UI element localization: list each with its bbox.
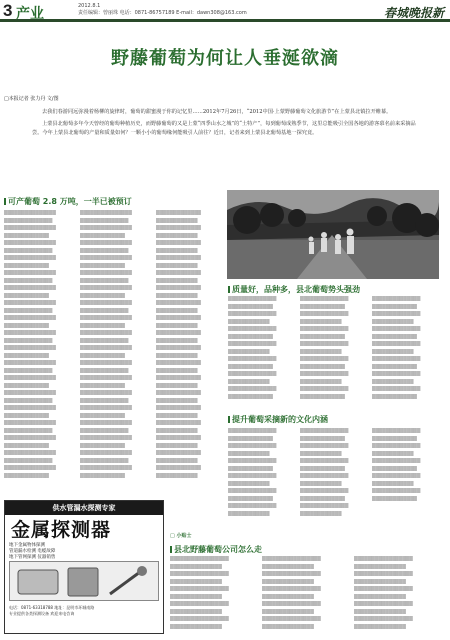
subheading-quality: 质量好，品种多，县北葡萄势头强劲 bbox=[228, 284, 360, 295]
paper-logo: 春城晚报新 bbox=[383, 6, 444, 20]
header-meta bbox=[78, 3, 247, 17]
vineyard-photo bbox=[227, 190, 439, 279]
ad-title: 金属探测器 bbox=[11, 519, 112, 541]
text-filler: ▒▒▒▒▒▒▒▒▒▒▒▒▒▒ ▒▒▒▒▒▒▒▒▒▒▒▒▒ ▒▒▒▒▒▒▒▒▒▒▒▒▒▒ ▒▒▒▒▒▒▒▒▒▒▒▒ ▒▒▒▒▒▒▒▒▒▒▒▒▒▒ ▒▒▒▒▒▒▒▒▒▒▒▒▒ ▒▒▒▒▒▒▒▒▒▒▒▒▒▒ ▒▒▒▒▒▒▒▒▒▒▒▒ ▒▒▒▒▒▒▒▒▒▒▒▒▒▒ ▒▒▒▒▒▒▒▒▒▒▒▒▒ ▒▒▒▒▒▒▒▒▒▒▒▒▒▒ ▒▒▒▒▒▒▒▒▒▒▒▒ ▒▒▒▒▒▒▒▒▒▒▒▒▒▒ ▒▒▒▒▒▒▒▒▒▒▒▒▒ bbox=[228, 297, 277, 400]
text-filler: ▒▒▒▒▒▒▒▒▒▒▒▒▒▒ ▒▒▒▒▒▒▒▒▒▒▒▒▒ ▒▒▒▒▒▒▒▒▒▒▒▒▒▒ ▒▒▒▒▒▒▒▒▒▒▒▒ ▒▒▒▒▒▒▒▒▒▒▒▒▒▒ ▒▒▒▒▒▒▒▒▒▒▒▒▒ ▒▒▒▒▒▒▒▒▒▒▒▒▒▒ ▒▒▒▒▒▒▒▒▒▒▒▒ ▒▒▒▒▒▒▒▒▒▒▒▒▒▒ ▒▒▒▒▒▒▒▒▒▒▒▒▒ ▒▒▒▒▒▒▒▒▒▒▒▒▒▒ ▒▒▒▒▒▒▒▒▒▒▒▒ bbox=[228, 429, 277, 517]
issue-date: 2012.8.1 bbox=[78, 3, 101, 9]
text-filler: ▒▒▒▒▒▒▒▒▒▒▒▒▒▒▒▒▒ ▒▒▒▒▒▒▒▒▒▒▒▒▒▒▒ ▒▒▒▒▒▒▒▒▒▒▒▒▒▒▒▒▒ ▒▒▒▒▒▒▒▒▒▒▒▒▒▒▒ ▒▒▒▒▒▒▒▒▒▒▒▒▒▒▒▒▒ ▒▒▒▒▒▒▒▒▒▒▒▒▒▒▒ ▒▒▒▒▒▒▒▒▒▒▒▒▒▒▒▒▒ ▒▒▒▒▒▒▒▒▒▒▒▒▒▒▒ ▒▒▒▒▒▒▒▒▒▒▒▒▒▒▒▒▒ ▒▒▒▒▒▒▒▒▒▒▒▒▒▒▒ bbox=[354, 557, 413, 630]
ad-line: 地下金属物体探测 bbox=[9, 543, 45, 548]
text-filler: ▒▒▒▒▒▒▒▒▒▒▒▒▒▒▒▒▒ ▒▒▒▒▒▒▒▒▒▒▒▒▒▒▒ ▒▒▒▒▒▒▒▒▒▒▒▒▒▒▒▒▒ ▒▒▒▒▒▒▒▒▒▒▒▒▒▒▒ ▒▒▒▒▒▒▒▒▒▒▒▒▒▒▒▒▒ ▒▒▒▒▒▒▒▒▒▒▒▒▒▒▒ ▒▒▒▒▒▒▒▒▒▒▒▒▒▒▒▒▒ ▒▒▒▒▒▒▒▒▒▒▒▒▒▒▒ ▒▒▒▒▒▒▒▒▒▒▒▒▒▒▒▒▒ ▒▒▒▒▒▒▒▒▒▒▒▒▒▒▒ bbox=[262, 557, 321, 630]
ad-banner: 供水管漏水探测专家 bbox=[5, 501, 163, 515]
body-column bbox=[156, 210, 222, 496]
text-filler: ▒▒▒▒▒▒▒▒▒▒▒▒▒▒▒ ▒▒▒▒▒▒▒▒▒▒▒▒▒▒ ▒▒▒▒▒▒▒▒▒▒▒▒▒▒▒ ▒▒▒▒▒▒▒▒▒▒▒▒▒ ▒▒▒▒▒▒▒▒▒▒▒▒▒▒▒ ▒▒▒▒▒▒▒▒▒▒▒▒▒▒ ▒▒▒▒▒▒▒▒▒▒▒▒▒▒▒ ▒▒▒▒▒▒▒▒▒▒▒▒▒ ▒▒▒▒▒▒▒▒▒▒▒▒▒▒▒ ▒▒▒▒▒▒▒▒▒▒▒▒▒▒ ▒▒▒▒▒▒▒▒▒▒▒▒▒▒▒ ▒▒▒▒▒▒▒▒▒▒▒▒▒ ▒▒▒▒▒▒▒▒▒▒▒▒▒▒▒ ▒▒▒▒▒▒▒▒▒▒▒▒▒▒ ▒▒▒▒▒▒▒▒▒▒▒▒▒▒▒ ▒▒▒▒▒▒▒▒▒▒▒▒▒ ▒▒▒▒▒▒▒▒▒▒▒▒▒▒▒ ▒▒▒▒▒▒▒▒▒▒▒▒▒▒ ▒▒▒▒▒▒▒▒▒▒▒▒▒▒▒ ▒▒▒▒▒▒▒▒▒▒▒▒▒ ▒▒▒▒▒▒▒▒▒▒▒▒▒▒▒ ▒▒▒▒▒▒▒▒▒▒▒▒▒▒ ▒▒▒▒▒▒▒▒▒▒▒▒▒▒▒ ▒▒▒▒▒▒▒▒▒▒▒▒▒ ▒▒▒▒▒▒▒▒▒▒▒▒▒▒▒ ▒▒▒▒▒▒▒▒▒▒▒▒▒▒ ▒▒▒▒▒▒▒▒▒▒▒▒▒▒▒ ▒▒▒▒▒▒▒▒▒▒▒▒▒ ▒▒▒▒▒▒▒▒▒▒▒▒▒▒▒ ▒▒▒▒▒▒▒▒▒▒▒▒▒▒ ▒▒▒▒▒▒▒▒▒▒▒▒▒▒▒ ▒▒▒▒▒▒▒▒▒▒▒▒▒ ▒▒▒▒▒▒▒▒▒▒▒▒▒▒▒ ▒▒▒▒▒▒▒▒▒▒▒▒▒▒ ▒▒▒▒▒▒▒▒▒▒▒▒▒▒▒ ▒▒▒▒▒▒▒▒▒▒▒▒▒ bbox=[4, 211, 56, 479]
body-column bbox=[354, 556, 442, 636]
lead-paragraph: 上蒙县北葡萄多年今天曾经的葡萄种植历史，而野藤葡萄的又是上蒙“四季山水之城”的“土特产”，每到葡萄成熟季节，这里总能吸引全国各地的游客慕名前来采摘品尝。今年上蒙县北葡萄的产量和质量如何？一颗小小的葡萄缘何能吸引人前往？近日，记者来到上蒙县北葡萄基地一探究竟。 bbox=[32, 120, 416, 136]
subheading-yield: 可产葡萄 2.8 万吨，一半已被预订 bbox=[4, 196, 132, 207]
body-column bbox=[262, 556, 348, 636]
detector-icon bbox=[10, 562, 160, 602]
ad-note: 专业提供各类探测设备 欢迎来电咨询 bbox=[9, 611, 75, 616]
body-column bbox=[228, 428, 296, 524]
section-title: 产业 bbox=[16, 5, 44, 21]
text-filler: ▒▒▒▒▒▒▒▒▒▒▒▒▒▒ ▒▒▒▒▒▒▒▒▒▒▒▒▒ ▒▒▒▒▒▒▒▒▒▒▒▒▒▒ ▒▒▒▒▒▒▒▒▒▒▒▒ ▒▒▒▒▒▒▒▒▒▒▒▒▒▒ ▒▒▒▒▒▒▒▒▒▒▒▒▒ ▒▒▒▒▒▒▒▒▒▒▒▒▒▒ ▒▒▒▒▒▒▒▒▒▒▒▒ ▒▒▒▒▒▒▒▒▒▒▒▒▒▒ ▒▒▒▒▒▒▒▒▒▒▒▒▒ ▒▒▒▒▒▒▒▒▒▒▒▒▒▒ ▒▒▒▒▒▒▒▒▒▒▒▒ ▒▒▒▒▒▒▒▒▒▒▒▒▒▒ ▒▒▒▒▒▒▒▒▒▒▒▒▒ bbox=[372, 297, 421, 400]
ad-line: 管道漏水检测 电缆故障 bbox=[9, 549, 56, 554]
ad-line: 地下管网探测 仪器销售 bbox=[9, 555, 56, 560]
page-number: 3 bbox=[3, 1, 13, 20]
body-column bbox=[300, 296, 368, 406]
text-filler: ▒▒▒▒▒▒▒▒▒▒▒▒▒▒▒▒▒ ▒▒▒▒▒▒▒▒▒▒▒▒▒▒▒ ▒▒▒▒▒▒▒▒▒▒▒▒▒▒▒▒▒ ▒▒▒▒▒▒▒▒▒▒▒▒▒▒▒ ▒▒▒▒▒▒▒▒▒▒▒▒▒▒▒▒▒ ▒▒▒▒▒▒▒▒▒▒▒▒▒▒▒ ▒▒▒▒▒▒▒▒▒▒▒▒▒▒▒▒▒ ▒▒▒▒▒▒▒▒▒▒▒▒▒▒▒ ▒▒▒▒▒▒▒▒▒▒▒▒▒▒▒▒▒ ▒▒▒▒▒▒▒▒▒▒▒▒▒▒▒ bbox=[170, 557, 229, 630]
lead-paragraph: 去我们春游同远弥漫着杨柳的旋律时，葡萄的甜蜜漫于你的记忆里……2012年7月26日，“2012中国·上蒙野藤葡萄文化旅游节”在上蒙县北镇拉开帷幕。 bbox=[42, 109, 392, 115]
vineyard-photo-image bbox=[227, 190, 439, 279]
text-filler: ▒▒▒▒▒▒▒▒▒▒▒▒▒▒▒ ▒▒▒▒▒▒▒▒▒▒▒▒▒▒ ▒▒▒▒▒▒▒▒▒▒▒▒▒▒▒ ▒▒▒▒▒▒▒▒▒▒▒▒▒ ▒▒▒▒▒▒▒▒▒▒▒▒▒▒▒ ▒▒▒▒▒▒▒▒▒▒▒▒▒▒ ▒▒▒▒▒▒▒▒▒▒▒▒▒▒▒ ▒▒▒▒▒▒▒▒▒▒▒▒▒ ▒▒▒▒▒▒▒▒▒▒▒▒▒▒▒ ▒▒▒▒▒▒▒▒▒▒▒▒▒▒ ▒▒▒▒▒▒▒▒▒▒▒▒▒▒▒ ▒▒▒▒▒▒▒▒▒▒▒▒▒ ▒▒▒▒▒▒▒▒▒▒▒▒▒▒▒ ▒▒▒▒▒▒▒▒▒▒▒▒▒▒ ▒▒▒▒▒▒▒▒▒▒▒▒▒▒▒ ▒▒▒▒▒▒▒▒▒▒▒▒▒ ▒▒▒▒▒▒▒▒▒▒▒▒▒▒▒ ▒▒▒▒▒▒▒▒▒▒▒▒▒▒ ▒▒▒▒▒▒▒▒▒▒▒▒▒▒▒ ▒▒▒▒▒▒▒▒▒▒▒▒▒ ▒▒▒▒▒▒▒▒▒▒▒▒▒▒▒ ▒▒▒▒▒▒▒▒▒▒▒▒▒▒ ▒▒▒▒▒▒▒▒▒▒▒▒▒▒▒ ▒▒▒▒▒▒▒▒▒▒▒▒▒ ▒▒▒▒▒▒▒▒▒▒▒▒▒▒▒ ▒▒▒▒▒▒▒▒▒▒▒▒▒▒ ▒▒▒▒▒▒▒▒▒▒▒▒▒▒▒ ▒▒▒▒▒▒▒▒▒▒▒▒▒ ▒▒▒▒▒▒▒▒▒▒▒▒▒▒▒ ▒▒▒▒▒▒▒▒▒▒▒▒▒▒ ▒▒▒▒▒▒▒▒▒▒▒▒▒▒▒ ▒▒▒▒▒▒▒▒▒▒▒▒▒ ▒▒▒▒▒▒▒▒▒▒▒▒▒▒▒ ▒▒▒▒▒▒▒▒▒▒▒▒▒▒ ▒▒▒▒▒▒▒▒▒▒▒▒▒▒▒ ▒▒▒▒▒▒▒▒▒▒▒▒▒ bbox=[80, 211, 132, 479]
ad-product-image bbox=[9, 561, 159, 601]
tips-label: □ 小贴士 bbox=[170, 533, 192, 539]
ad-footer bbox=[9, 605, 159, 617]
body-column bbox=[372, 296, 442, 406]
headline: 野藤葡萄为何让人垂涎欲滴 bbox=[111, 48, 339, 69]
body-column bbox=[228, 296, 296, 406]
body-column bbox=[300, 428, 368, 524]
advertisement[interactable] bbox=[4, 500, 164, 634]
body-column bbox=[80, 210, 152, 496]
lead-paragraphs bbox=[32, 108, 426, 140]
body-column bbox=[372, 428, 442, 524]
byline: □本报记者 张力丹 文/图 bbox=[4, 96, 59, 102]
body-column bbox=[170, 556, 256, 636]
subheading-directions: 县北野藤葡萄公司怎么走 bbox=[170, 544, 262, 555]
text-filler: ▒▒▒▒▒▒▒▒▒▒▒▒▒▒ ▒▒▒▒▒▒▒▒▒▒▒▒▒ ▒▒▒▒▒▒▒▒▒▒▒▒▒▒ ▒▒▒▒▒▒▒▒▒▒▒▒ ▒▒▒▒▒▒▒▒▒▒▒▒▒▒ ▒▒▒▒▒▒▒▒▒▒▒▒▒ ▒▒▒▒▒▒▒▒▒▒▒▒▒▒ ▒▒▒▒▒▒▒▒▒▒▒▒ ▒▒▒▒▒▒▒▒▒▒▒▒▒▒ ▒▒▒▒▒▒▒▒▒▒▒▒▒ ▒▒▒▒▒▒▒▒▒▒▒▒▒▒ ▒▒▒▒▒▒▒▒▒▒▒▒ ▒▒▒▒▒▒▒▒▒▒▒▒▒▒ ▒▒▒▒▒▒▒▒▒▒▒▒▒ bbox=[300, 297, 349, 400]
text-filler: ▒▒▒▒▒▒▒▒▒▒▒▒▒ ▒▒▒▒▒▒▒▒▒▒▒▒ ▒▒▒▒▒▒▒▒▒▒▒▒▒ ▒▒▒▒▒▒▒▒▒▒▒▒ ▒▒▒▒▒▒▒▒▒▒▒▒▒ ▒▒▒▒▒▒▒▒▒▒▒▒ ▒▒▒▒▒▒▒▒▒▒▒▒▒ ▒▒▒▒▒▒▒▒▒▒▒▒ ▒▒▒▒▒▒▒▒▒▒▒▒▒ ▒▒▒▒▒▒▒▒▒▒▒▒ ▒▒▒▒▒▒▒▒▒▒▒▒▒ ▒▒▒▒▒▒▒▒▒▒▒▒ ▒▒▒▒▒▒▒▒▒▒▒▒▒ ▒▒▒▒▒▒▒▒▒▒▒▒ ▒▒▒▒▒▒▒▒▒▒▒▒▒ ▒▒▒▒▒▒▒▒▒▒▒▒ ▒▒▒▒▒▒▒▒▒▒▒▒▒ ▒▒▒▒▒▒▒▒▒▒▒▒ ▒▒▒▒▒▒▒▒▒▒▒▒▒ ▒▒▒▒▒▒▒▒▒▒▒▒ ▒▒▒▒▒▒▒▒▒▒▒▒▒ ▒▒▒▒▒▒▒▒▒▒▒▒ ▒▒▒▒▒▒▒▒▒▒▒▒▒ ▒▒▒▒▒▒▒▒▒▒▒▒ ▒▒▒▒▒▒▒▒▒▒▒▒▒ ▒▒▒▒▒▒▒▒▒▒▒▒ ▒▒▒▒▒▒▒▒▒▒▒▒▒ ▒▒▒▒▒▒▒▒▒▒▒▒ ▒▒▒▒▒▒▒▒▒▒▒▒▒ ▒▒▒▒▒▒▒▒▒▒▒▒ ▒▒▒▒▒▒▒▒▒▒▒▒▒ ▒▒▒▒▒▒▒▒▒▒▒▒ ▒▒▒▒▒▒▒▒▒▒▒▒▒ ▒▒▒▒▒▒▒▒▒▒▒▒ ▒▒▒▒▒▒▒▒▒▒▒▒▒ ▒▒▒▒▒▒▒▒▒▒▒▒ bbox=[156, 211, 201, 479]
text-filler: ▒▒▒▒▒▒▒▒▒▒▒▒▒▒ ▒▒▒▒▒▒▒▒▒▒▒▒▒ ▒▒▒▒▒▒▒▒▒▒▒▒▒▒ ▒▒▒▒▒▒▒▒▒▒▒▒ ▒▒▒▒▒▒▒▒▒▒▒▒▒▒ ▒▒▒▒▒▒▒▒▒▒▒▒▒ ▒▒▒▒▒▒▒▒▒▒▒▒▒▒ ▒▒▒▒▒▒▒▒▒▒▒▒ ▒▒▒▒▒▒▒▒▒▒▒▒▒▒ ▒▒▒▒▒▒▒▒▒▒▒▒▒ ▒▒▒▒▒▒▒▒▒▒▒▒▒▒ ▒▒▒▒▒▒▒▒▒▒▒▒ bbox=[300, 429, 349, 517]
page-header bbox=[0, 0, 450, 22]
editor-contact: 责任编辑：曾丽珠 电话：0871-86757189 E-mail：dawn308@163.com bbox=[78, 10, 247, 16]
subheading-culture: 提升葡萄采摘新的文化内涵 bbox=[228, 414, 328, 425]
body-column bbox=[4, 210, 76, 496]
text-filler: ▒▒▒▒▒▒▒▒▒▒▒▒▒▒ ▒▒▒▒▒▒▒▒▒▒▒▒▒ ▒▒▒▒▒▒▒▒▒▒▒▒▒▒ ▒▒▒▒▒▒▒▒▒▒▒▒ ▒▒▒▒▒▒▒▒▒▒▒▒▒▒ ▒▒▒▒▒▒▒▒▒▒▒▒▒ ▒▒▒▒▒▒▒▒▒▒▒▒▒▒ ▒▒▒▒▒▒▒▒▒▒▒▒ ▒▒▒▒▒▒▒▒▒▒▒▒▒▒ ▒▒▒▒▒▒▒▒▒▒▒▒▒ bbox=[372, 429, 421, 502]
ad-contact: 电话：0871-63318788 地址：昆明市环城南路 bbox=[9, 605, 95, 610]
